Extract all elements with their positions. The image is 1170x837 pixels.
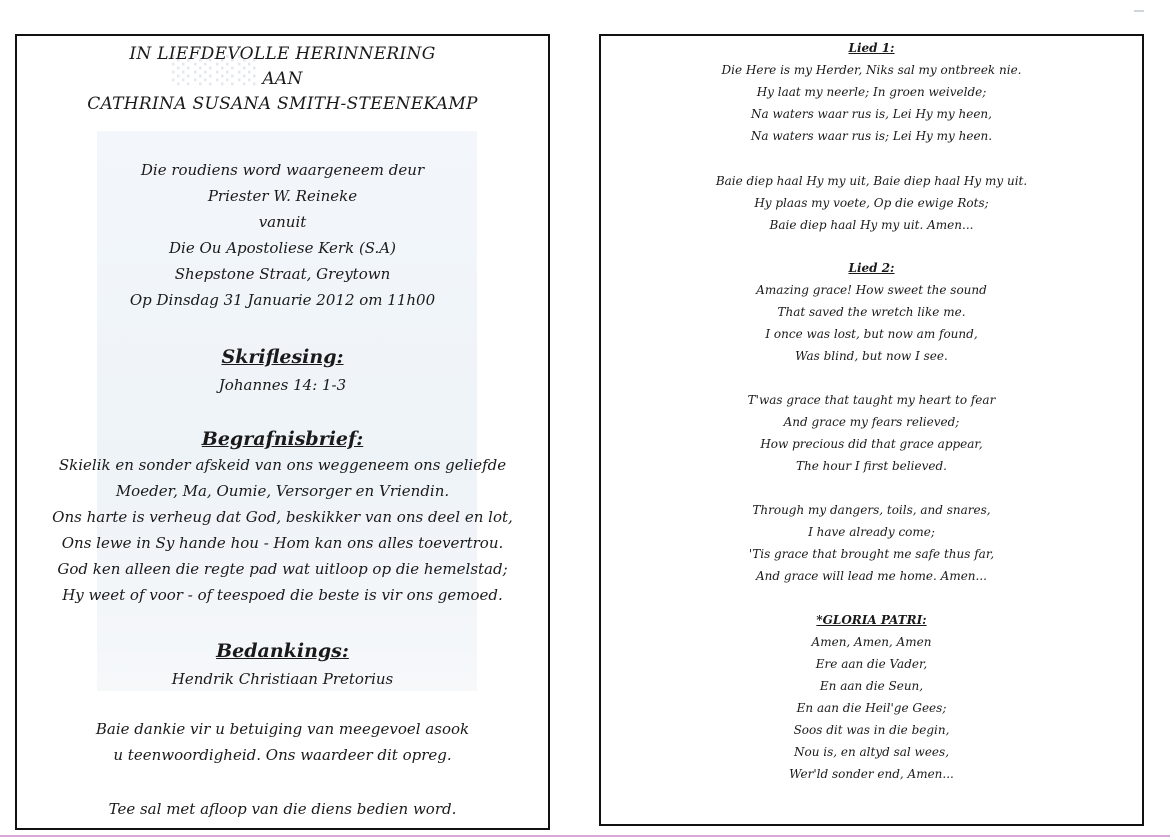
show-through-print: ░░░░ <box>172 56 260 86</box>
service-details <box>17 157 548 313</box>
title-line-3: CATHRINA SUSANA SMITH-STEENEKAMP <box>87 94 478 114</box>
letter-line: Ons harte is verheug dat God, beskikker van ons deel en lot, <box>52 508 513 526</box>
lyric-line: Hy laat my neerle; In groen weivelde; <box>756 85 987 99</box>
service-line: Op Dinsdag 31 Januarie 2012 om 11h00 <box>129 291 436 309</box>
lyric-line: Soos dit was in die begin, <box>793 723 950 737</box>
title-line-1: IN LIEFDEVOLLE HERINNERING <box>129 44 436 64</box>
thanks-name: Hendrik Christiaan Pretorius <box>171 670 394 688</box>
service-line: vanuit <box>258 213 307 231</box>
lyric-line: Na waters waar rus is, Lei Hy my heen, <box>751 107 992 121</box>
tea-note: Tee sal met afloop van die diens bedien word. <box>108 800 457 818</box>
lyric-line: The hour I first believed. <box>796 459 947 473</box>
lyric-line: Baie diep haal Hy my uit, Baie diep haal Hy my uit. <box>715 174 1028 188</box>
thanks-heading: Bedankings: <box>216 640 349 662</box>
lyric-line: How precious did that grace appear, <box>760 437 983 451</box>
thanks-body <box>17 716 548 768</box>
lyric-line: That saved the wretch like me. <box>777 305 966 319</box>
hymn1-heading: Lied 1: <box>848 41 895 55</box>
service-line: Die roudiens word waargeneem deur <box>140 161 425 179</box>
gloria-verse <box>601 631 1142 785</box>
lyric-line: Was blind, but now I see. <box>795 349 948 363</box>
hymn2-verse3 <box>601 499 1142 587</box>
lyric-line: Amen, Amen, Amen <box>811 635 932 649</box>
letter-line: Hy weet of voor - of teespoed die beste is vir ons gemoed. <box>62 586 503 604</box>
lyric-line: Ere aan die Vader, <box>815 657 928 671</box>
letter-line: Moeder, Ma, Oumie, Versorger en Vriendin. <box>115 482 450 500</box>
service-line: Priester W. Reineke <box>207 187 358 205</box>
lyric-line: Amazing grace! How sweet the sound <box>756 283 987 297</box>
hymn2-verse1 <box>601 279 1142 367</box>
letter-heading: Begrafnisbrief: <box>201 428 364 450</box>
lyric-line: 'Tis grace that brought me safe thus far, <box>748 547 995 561</box>
service-line: Die Ou Apostoliese Kerk (S.A) <box>169 239 396 257</box>
scan-mark <box>1134 10 1144 12</box>
hymn2-verse2 <box>601 389 1142 477</box>
thanks-line: Baie dankie vir u betuiging van meegevoel asook <box>95 720 470 738</box>
lyric-line: Na waters waar rus is; Lei Hy my heen. <box>750 129 993 143</box>
lyric-line: En aan die Seun, <box>819 679 924 693</box>
lyric-line: T'was grace that taught my heart to fear <box>747 393 996 407</box>
hymn1-verse2 <box>601 170 1142 236</box>
lyric-line: Hy plaas my voete, Op die ewige Rots; <box>754 196 989 210</box>
left-page <box>15 34 550 830</box>
letter-body <box>17 452 548 608</box>
reading-text: Johannes 14: 1-3 <box>218 376 347 394</box>
letter-line: God ken alleen die regte pad wat uitloop op die hemelstad; <box>57 560 508 578</box>
thanks-line: u teenwoordigheid. Ons waardeer dit opreg. <box>113 746 452 764</box>
lyric-line: And grace will lead me home. Amen... <box>756 569 987 583</box>
lyric-line: And grace my fears relieved; <box>783 415 960 429</box>
reading-heading: Skriflesing: <box>221 346 344 368</box>
memorial-title <box>17 42 548 117</box>
lyric-line: I once was lost, but now am found, <box>765 327 978 341</box>
lyric-line: Baie diep haal Hy my uit. Amen... <box>769 218 974 232</box>
title-line-2: AAN <box>262 69 303 89</box>
lyric-line: Wer'ld sonder end, Amen... <box>789 767 954 781</box>
hymn2-heading: Lied 2: <box>848 261 895 275</box>
letter-line: Skielik en sonder afskeid van ons weggeneem ons geliefde <box>58 456 507 474</box>
lyric-line: Nou is, en altyd sal wees, <box>793 745 950 759</box>
hymn1-verse1 <box>601 59 1142 147</box>
letter-line: Ons lewe in Sy hande hou - Hom kan ons alles toevertrou. <box>61 534 504 552</box>
right-page <box>599 34 1144 826</box>
gloria-heading: *GLORIA PATRI: <box>816 613 927 627</box>
service-line: Shepstone Straat, Greytown <box>174 265 391 283</box>
lyric-line: Through my dangers, toils, and snares, <box>752 503 991 517</box>
lyric-line: En aan die Heil'ge Gees; <box>796 701 947 715</box>
lyric-line: Die Here is my Herder, Niks sal my ontbreek nie. <box>721 63 1022 77</box>
lyric-line: I have already come; <box>808 525 935 539</box>
